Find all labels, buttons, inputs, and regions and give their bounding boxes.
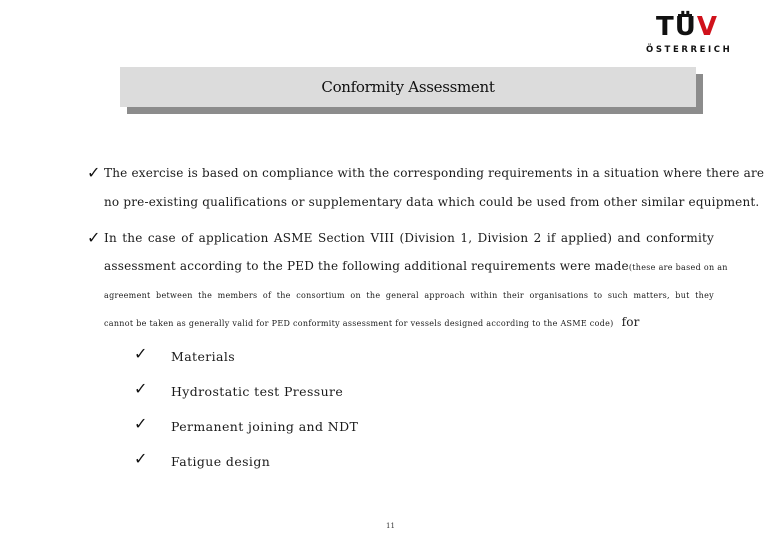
paragraph-2-line-2-main: assessment according to the PED the following additional requirements were made bbox=[104, 259, 629, 273]
paragraph-1-line-1: The exercise is based on compliance with the corresponding requirements in a situation where there are bbox=[104, 166, 765, 180]
sub-item-hydrostatic: Hydrostatic test Pressure bbox=[171, 384, 344, 399]
page-number: 11 bbox=[386, 522, 395, 530]
sub-item-joining: Permanent joining and NDT bbox=[171, 419, 359, 434]
page-title: Conformity Assessment bbox=[321, 78, 495, 96]
logo-wordmark bbox=[656, 12, 718, 42]
title-box bbox=[120, 67, 696, 107]
sub-item-materials: Materials bbox=[171, 349, 236, 364]
paragraph-2-line-4-note: cannot be taken as generally valid for PED conformity assessment for vessels designed according to the ASME code) bbox=[104, 319, 614, 328]
checkmark-icon: ✓ bbox=[134, 379, 148, 398]
paragraph-2-line-1: In the case of application ASME Section VIII (Division 1, Division 2 if applied) and conformity bbox=[104, 231, 714, 245]
checkmark-icon: ✓ bbox=[134, 449, 148, 468]
tuv-logo bbox=[646, 12, 733, 60]
paragraph-2-line-3: agreement between the members of the consortium on the general approach within their organisations to such matters, but they bbox=[104, 291, 714, 300]
checkmark-icon: ✓ bbox=[134, 414, 148, 433]
paragraph-2-line-2 bbox=[104, 259, 728, 273]
paragraph-2-line-4-end: for bbox=[621, 315, 640, 329]
checkmark-icon: ✓ bbox=[87, 163, 101, 182]
sub-item-fatigue: Fatigue design bbox=[171, 454, 271, 469]
paragraph-2-line-4 bbox=[104, 315, 640, 329]
checkmark-icon: ✓ bbox=[87, 228, 101, 247]
logo-subtitle: ÖSTERREICH bbox=[646, 45, 733, 55]
paragraph-2-line-2-note: (these are based on an bbox=[628, 263, 728, 272]
checkmark-icon: ✓ bbox=[134, 344, 148, 363]
paragraph-1-line-2: no pre-existing qualifications or supplementary data which could be used from other similar equipment. bbox=[104, 195, 760, 209]
logo-prefix: TÜ bbox=[656, 12, 697, 42]
logo-v: V bbox=[696, 12, 718, 42]
